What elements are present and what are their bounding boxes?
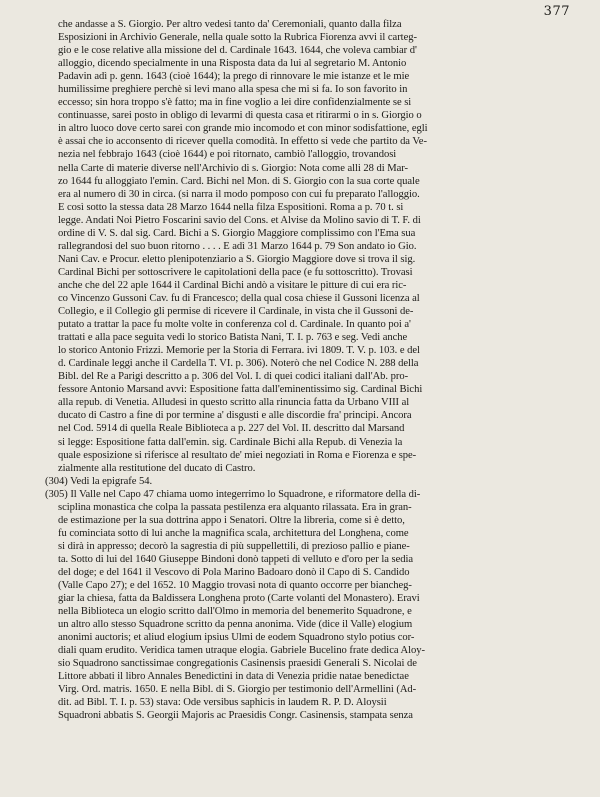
text-line: co Vincenzo Gussoni Cav. fu di Francesco; della qual cosa chiese il Gussoni licenza al: [58, 292, 420, 304]
main-paragraph: [58, 18, 576, 475]
text-line: Bibl. del Re a Parigi descritto a p. 306 del Vol. I. di quei codici italiani dall'Ab. pro-: [58, 371, 409, 383]
text-line: Collegio, e il Collegio gli permise di ricevere il Cardinale, in vista che il Gussoni de-: [58, 306, 414, 318]
text-line: che andasse a S. Giorgio. Per altro vedesi tanto da' Ceremoniali, quanto dalla filza: [58, 19, 402, 30]
text-line: putato a trattar la pace fu molte volte in conferenza col d. Cardinale. In quanto poi a': [58, 319, 411, 331]
text-line: in altro luoco dove certo sarei con grande mio incomodo et con minor sodisfattione, egli: [58, 123, 428, 135]
text-line: Littore abbati il libro Annales Benedictini in data di Venezia pridie natae benedictae: [58, 671, 409, 683]
footnote-304: [45, 475, 576, 488]
text-line: nel Cod. 5914 di quella Reale Biblioteca a p. 227 del Vol. II. descritto dal Marsand: [58, 423, 405, 435]
text-line: Virg. Ord. matris. 1650. E nella Bibl. di S. Giorgio per testimonio dell'Armellini (Ad-: [58, 684, 417, 696]
footnote-305: [45, 488, 576, 723]
text-line: fu cominciata sotto di lui anche la magnifica scala, architettura del Longhena, come: [58, 527, 409, 539]
footnote-number: (304): [45, 475, 68, 487]
text-line: alloggio, dicendo specialmente in una Risposta data da lui al segretario M. Antonio: [58, 58, 407, 70]
text-line: alla repub. di Venetia. Alludesi in questo scritto alla rinuncia fatta da Urbano VIII al: [58, 397, 410, 409]
text-line: nella Carte di materie diverse nell'Archivio di s. Giorgio: Nota come alli 28 di Mar-: [58, 162, 408, 174]
text-line: è assai che io acconsento di ricever quella comodità. In effetto si vede che partito da Ve-: [58, 136, 427, 148]
text-line: Padavin adì p. genn. 1643 (cioè 1644); la prego di rinnovare le mie istanze et le mie: [58, 71, 410, 83]
text-line: E così sotto la stessa data 28 Marzo 1644 nella filza Espositioni. Roma a p. 70 t. si: [58, 201, 404, 213]
text-line: nella Biblioteca un elogio scritto dall'Olmo in memoria del benemerito Squadrone, e: [58, 606, 412, 618]
text-line: rallegrandosi del suo buon ritorno . . . . E adì 31 Marzo 1644 p. 79 Son andato io Gio.: [58, 240, 417, 252]
text-line: Nani Cav. e Procur. eletto plenipotenziario a S. Giorgio Maggiore dove si trova il sig.: [58, 253, 416, 265]
text-line: sciplina monastica che colpa la passata pestilenza era alquanto rilassata. Era in gran-: [58, 501, 412, 513]
text-line: dit. ad Bibl. T. I. p. 53) stava: Ode versibus saphicis in laudem R. P. D. Aloysii: [58, 697, 387, 709]
text-line: Squadroni abbatis S. Georgii Majoris ac Praesidis Congr. Casinensis, stampata senza: [58, 710, 413, 722]
text-line: anonimi auctoris; et aliud elogium ipsius Ulmi de eodem Squadrono stylo potius cor-: [58, 632, 415, 644]
text-line: si dirà in appresso; decorò la sagrestia di più suppellettili, di prezioso pallio e piane-: [58, 540, 410, 552]
text-line: d. Cardinale leggi anche il Cardella T. VI. p. 306). Noterò che nel Codice N. 288 della: [58, 358, 419, 370]
text-line: si legge: Espositione fatta dall'emin. sig. Cardinale Bichi alla Repub. di Venezia la: [58, 436, 403, 448]
text-line: Cardinal Bichi per sottoscrivere le capitolationi della pace (e fu sottoscritto). Trovasi: [58, 266, 413, 278]
page-body: [45, 18, 576, 723]
text-line: eccesso; sin hora troppo s'è fatto; ma in fine voglio a lei dire confidenzialmente se si: [58, 97, 412, 109]
text-line: legge. Andati Noi Pietro Foscarini savio del Cons. et Alvise da Molino savio di T. F. di: [58, 214, 421, 226]
text-line: trattati e alla pace seguita vedi lo storico Batista Nani, T. I. p. 763 e seg. Vedi anche: [58, 332, 408, 344]
text-line: nezia nel febbrajo 1643 (cioè 1644) e poi ritornato, cambiò l'alloggio, trovandosi: [58, 149, 397, 161]
text-line: (Valle Capo 27); e del 1652. 10 Maggio trovasi nota di quanto occorre per biancheg-: [58, 580, 412, 592]
text-line: de estimazione per la sua dottrina appo i Senatori. Oltre la libreria, come si è detto,: [58, 514, 405, 526]
footnote-first-line: Il Valle nel Capo 47 chiama uomo integerrimo lo Squadrone, e riformatore della di-: [70, 488, 421, 500]
text-line: fessore Antonio Marsand avvi: Espositione fatta dall'eminentissimo sig. Cardinal Bichi: [58, 384, 423, 396]
text-line: continuasse, sarei posto in obligo di levarmi di questa casa et ritirarmi o in s. Giorgio o: [58, 110, 422, 122]
text-line: quale esposizione si riferisce al resultato de' miei negoziati in Roma e Fiorenza e spe-: [58, 449, 417, 461]
text-line: ta. Sotto di lui del 1640 Giuseppe Bindoni donò tappeti di velluto e d'oro per la sedia: [58, 553, 414, 565]
text-line: diali quam erudito. Veridica tamen utraque elogia. Gabriele Bucelino frate dedica Aloy-: [58, 645, 425, 657]
text-line: giar la chiesa, fatta da Baldissera Longhena proto (Carte volanti del Monastero). Eravi: [58, 593, 420, 605]
text-line: anche che del 22 aple 1644 il Cardinal Bichi andò a visitare le pitture di cui era ric-: [58, 279, 407, 291]
text-line: humilissime preghiere perchè si levi mano alla spesa che mi si fa. Io son favorito in: [58, 84, 408, 96]
footnote-text: Vedi la epigrafe 54.: [70, 475, 153, 487]
page-number: 377: [543, 4, 570, 19]
text-line: lo storico Antonio Frizzi. Memorie per la Storia di Ferrara. ivi 1809. T. V. p. 103. e del: [58, 345, 420, 357]
footnote-number: (305): [45, 488, 68, 500]
text-line: Esposizioni in Archivio Generale, nella quale sotto la Rubrica Fiorenza avvi il carteg-: [58, 32, 417, 44]
text-line: ducato di Castro a fine di por termine a' disgusti e alle discordie fra' principi. Ancora: [58, 410, 412, 422]
text-line: zialmente alla restitutione del ducato di Castro.: [58, 462, 256, 474]
text-line: ordine di V. S. dal sig. Card. Bichi a S. Giorgio Maggiore complissimo con l'Ema sua: [58, 227, 416, 239]
text-line: sio Squadrono sanctissimae congregationis Casinensis praesidi Generali S. Nicolai de: [58, 658, 417, 670]
text-line: zo 1644 fu alloggiato l'emin. Card. Bichi nel Mon. di S. Giorgio con la sua corte quale: [58, 175, 420, 187]
text-line: un altro allo stesso Squadrone scritto da penna anonima. Vide (dice il Valle) elogium: [58, 619, 413, 631]
text-line: gio e le cose relative alla missione del d. Cardinale 1643. 1644, che voleva cambiar d': [58, 45, 417, 57]
text-line: era al numero di 30 in circa. (si narra il modo pomposo con cui fu preparato l'alloggio.: [58, 188, 420, 200]
text-line: del doge; e del 1641 il Vescovo di Pola Marino Badoaro donò il Capo di S. Candido: [58, 566, 410, 578]
